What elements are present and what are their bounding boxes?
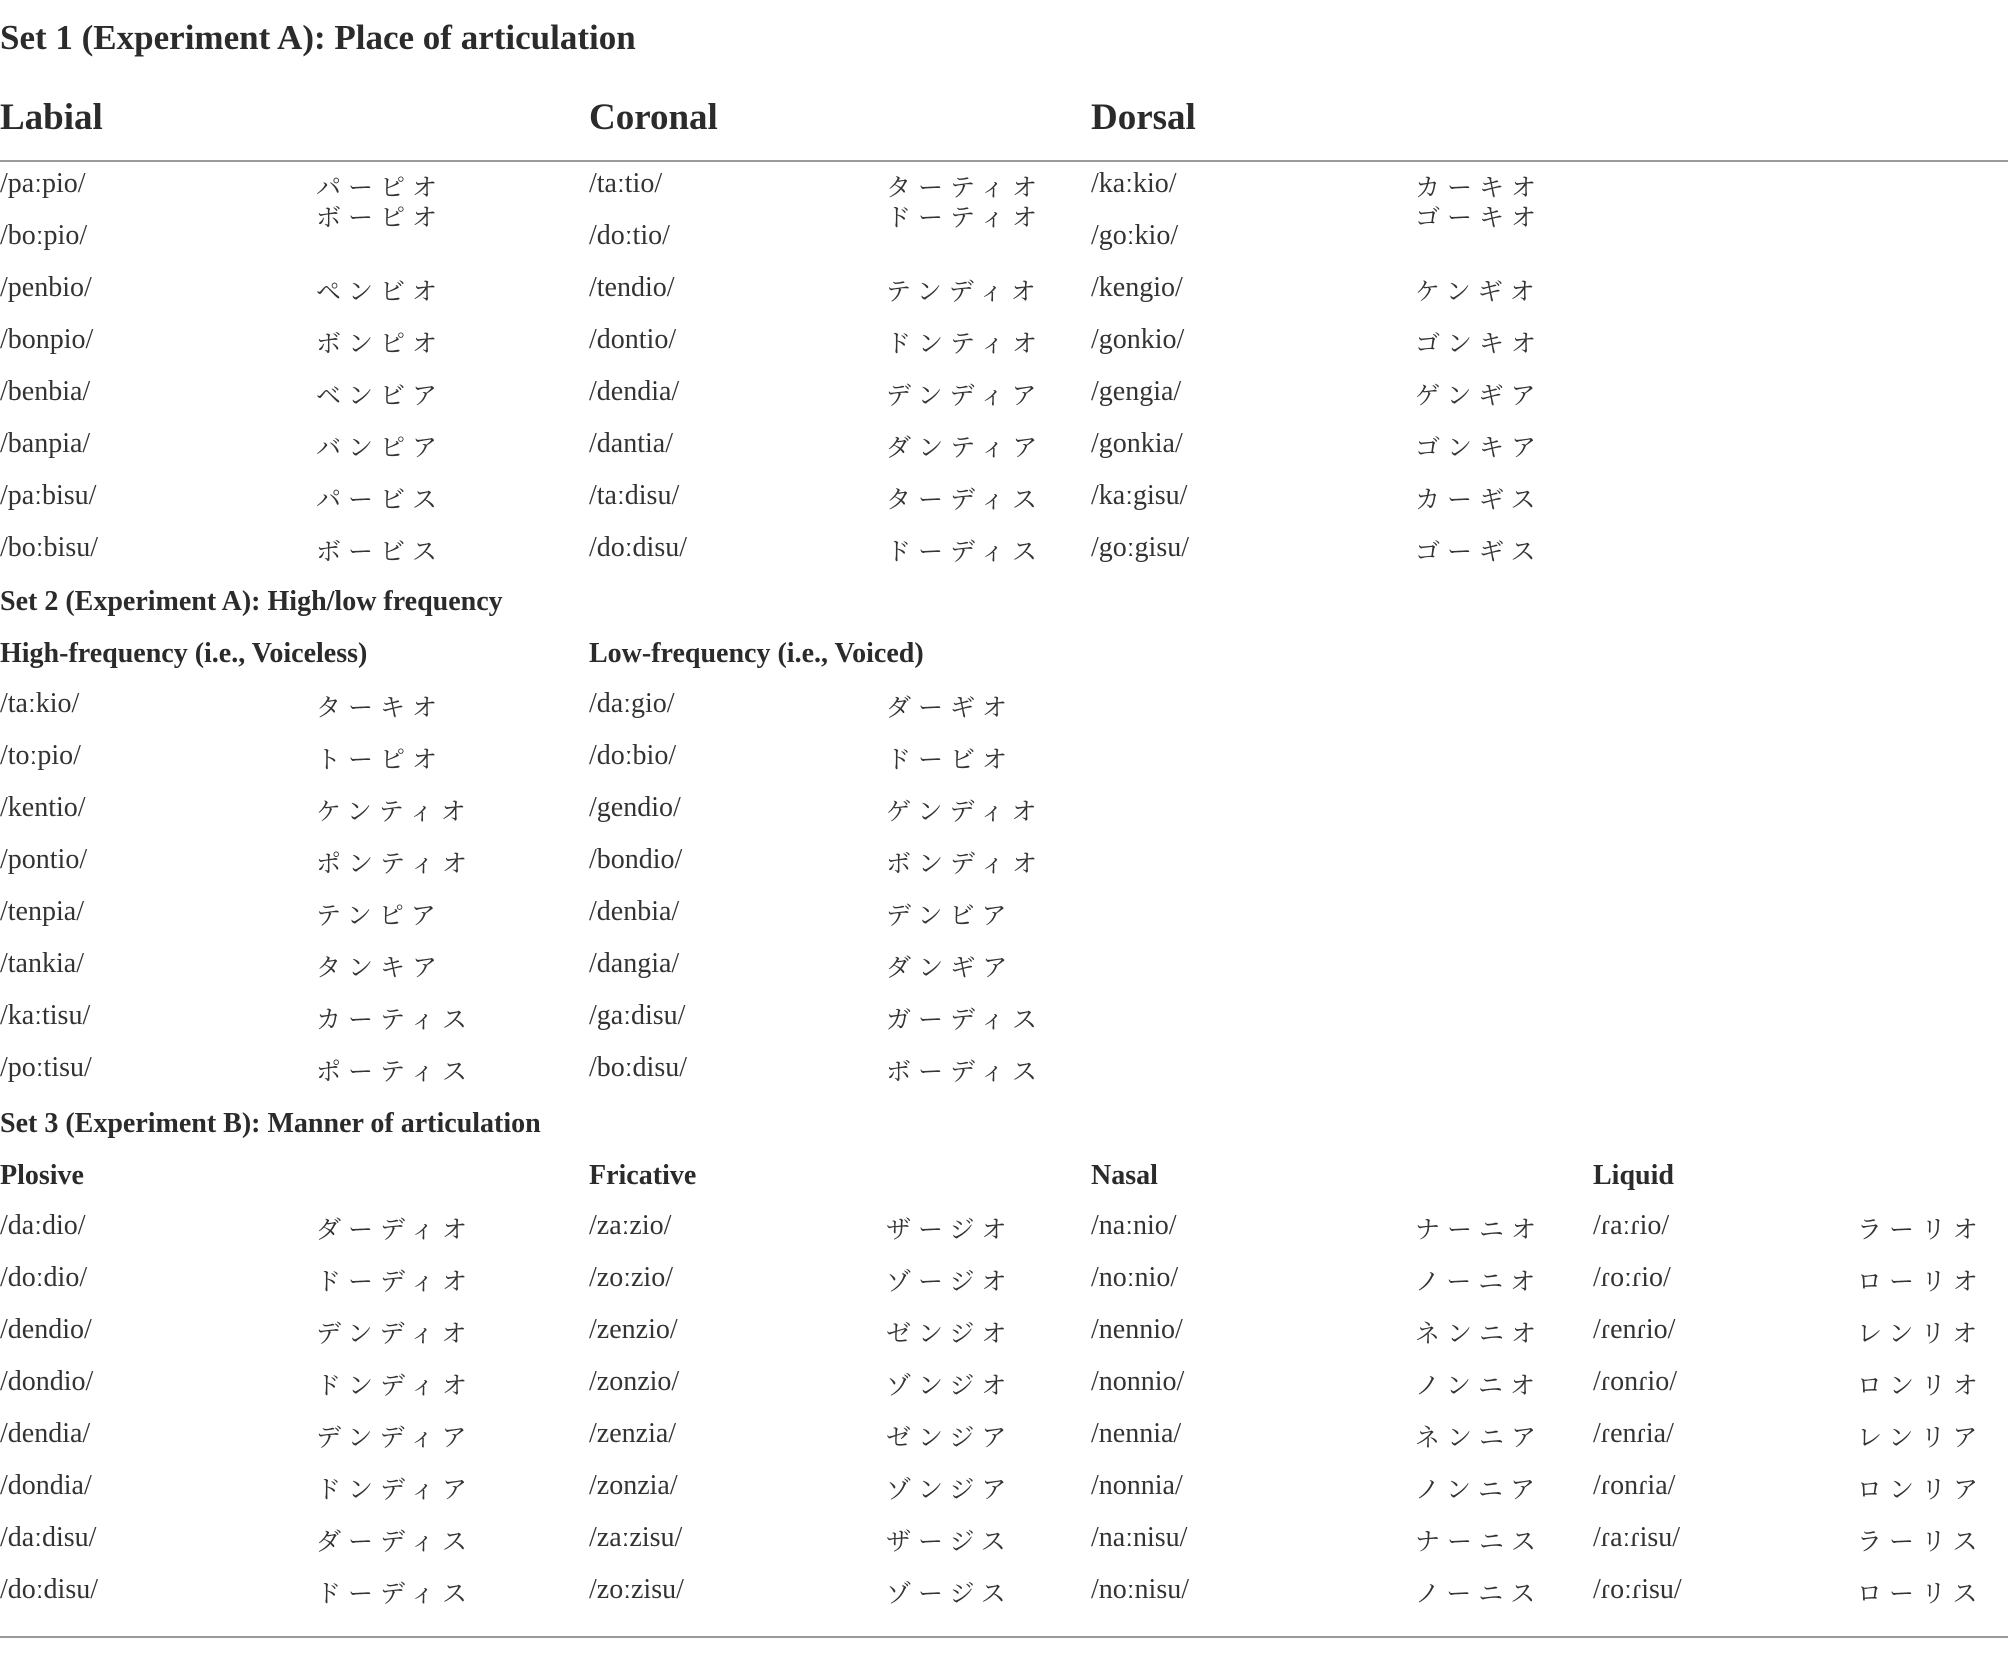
katakana-cell: ゼンジア <box>886 1423 1014 1452</box>
ipa-cell: /boːdisu/ <box>589 1052 688 1083</box>
ipa-cell: /naːnio/ <box>1091 1210 1177 1241</box>
katakana-cell: ゴーキオ <box>1415 203 1544 232</box>
set3-col-nasal: Nasal <box>1091 1160 1158 1191</box>
ipa-cell: /zenzia/ <box>589 1418 677 1449</box>
katakana-cell: ゼンジオ <box>886 1319 1014 1348</box>
ipa-cell: /daːgio/ <box>589 688 675 719</box>
katakana-cell: デンディア <box>886 381 1044 410</box>
ipa-cell: /dendio/ <box>0 1314 92 1345</box>
ipa-cell: /poːtisu/ <box>0 1052 92 1083</box>
katakana-cell: ゾンジア <box>886 1475 1014 1504</box>
katakana-cell: ゴンキア <box>1415 433 1544 462</box>
ipa-cell: /tenpia/ <box>0 896 84 927</box>
katakana-cell: ドーディス <box>316 1579 475 1608</box>
katakana-cell: ポンティオ <box>316 849 475 878</box>
katakana-cell: ナーニス <box>1415 1527 1544 1556</box>
katakana-cell: ロンリア <box>1857 1475 1986 1504</box>
katakana-cell: ドーディス <box>886 537 1045 566</box>
katakana-cell: ラーリオ <box>1857 1215 1985 1244</box>
katakana-cell: ケンギオ <box>1415 277 1542 306</box>
ipa-cell: /noːnisu/ <box>1091 1574 1190 1605</box>
ipa-cell: /dendia/ <box>0 1418 91 1449</box>
ipa-cell: /naːnisu/ <box>1091 1522 1188 1553</box>
ipa-cell: /bondio/ <box>589 844 683 875</box>
ipa-cell: /benbia/ <box>0 376 91 407</box>
katakana-cell: ボンディオ <box>886 849 1045 878</box>
ipa-cell: /boːpio/ <box>0 220 88 251</box>
ipa-cell: /gengia/ <box>1091 376 1182 407</box>
katakana-cell: ターキオ <box>316 693 445 722</box>
ipa-cell: /zenzio/ <box>589 1314 678 1345</box>
ipa-cell: /taːdisu/ <box>589 480 680 511</box>
katakana-cell: ダンティア <box>886 433 1045 462</box>
ipa-cell: /doːbio/ <box>589 740 677 771</box>
katakana-cell: ポーティス <box>316 1057 475 1086</box>
ipa-cell: /doːdisu/ <box>0 1574 99 1605</box>
katakana-cell: ターディス <box>886 485 1045 514</box>
ipa-cell: /pontio/ <box>0 844 88 875</box>
ipa-cell: /nonnia/ <box>1091 1470 1183 1501</box>
katakana-cell: トーピオ <box>316 745 445 774</box>
katakana-cell: ノンニオ <box>1415 1371 1543 1400</box>
katakana-cell: ダンギア <box>886 953 1015 982</box>
katakana-cell: ドービオ <box>886 745 1015 774</box>
katakana-cell: ベンビア <box>316 381 445 410</box>
ipa-cell: /ɾonɾia/ <box>1593 1470 1676 1501</box>
ipa-cell: /kaːkio/ <box>1091 168 1177 199</box>
ipa-cell: /paːpio/ <box>0 168 86 199</box>
ipa-cell: /ɾenɾia/ <box>1593 1418 1674 1449</box>
katakana-cell: ロンリオ <box>1857 1371 1985 1400</box>
katakana-cell: ザージオ <box>886 1215 1014 1244</box>
katakana-cell: ドーディオ <box>316 1267 475 1296</box>
ipa-cell: /nennia/ <box>1091 1418 1182 1449</box>
ipa-cell: /gaːdisu/ <box>589 1000 686 1031</box>
ipa-cell: /ɾonɾio/ <box>1593 1366 1677 1397</box>
ipa-cell: /doːdio/ <box>0 1262 88 1293</box>
katakana-cell: ボービス <box>316 537 445 566</box>
katakana-cell: レンリオ <box>1857 1319 1985 1348</box>
ipa-cell: /denbia/ <box>589 896 680 927</box>
ipa-cell: /gonkio/ <box>1091 324 1185 355</box>
katakana-cell: ナーニオ <box>1415 1215 1544 1244</box>
set3-title: Set 3 (Experiment B): Manner of articulation <box>0 1108 541 1139</box>
set1-title: Set 1 (Experiment A): Place of articulation <box>0 18 636 57</box>
ipa-cell: /nonnio/ <box>1091 1366 1185 1397</box>
ipa-cell: /kaːgisu/ <box>1091 480 1188 511</box>
ipa-cell: /ɾaːɾio/ <box>1593 1210 1670 1241</box>
katakana-cell: テンディオ <box>886 277 1043 306</box>
ipa-cell: /dondia/ <box>0 1470 92 1501</box>
ipa-cell: /taːkio/ <box>0 688 80 719</box>
katakana-cell: ゾンジオ <box>886 1371 1014 1400</box>
ipa-cell: /zaːzisu/ <box>589 1522 683 1553</box>
ipa-cell: /kaːtisu/ <box>0 1000 91 1031</box>
katakana-cell: ダーギオ <box>886 693 1015 722</box>
katakana-cell: ラーリス <box>1857 1527 1985 1556</box>
katakana-cell: ゴンキオ <box>1415 329 1544 358</box>
set2-title: Set 2 (Experiment A): High/low frequency <box>0 586 503 617</box>
ipa-cell: /daːdio/ <box>0 1210 86 1241</box>
ipa-cell: /dangia/ <box>589 948 680 979</box>
katakana-cell: カーティス <box>316 1005 475 1034</box>
katakana-cell: ドンディア <box>316 1475 475 1504</box>
set3-col-fricative: Fricative <box>589 1160 697 1191</box>
ipa-cell: /tankia/ <box>0 948 84 979</box>
ipa-cell: /dontio/ <box>589 324 677 355</box>
katakana-cell: ボーディス <box>886 1057 1045 1086</box>
katakana-cell: ネンニア <box>1415 1423 1544 1452</box>
ipa-cell: /goːkio/ <box>1091 220 1179 251</box>
ipa-cell: /dantia/ <box>589 428 673 459</box>
ipa-cell: /penbio/ <box>0 272 92 303</box>
ipa-cell: /bonpio/ <box>0 324 94 355</box>
ipa-cell: /boːbisu/ <box>0 532 99 563</box>
katakana-cell: ネンニオ <box>1415 1319 1544 1348</box>
katakana-cell: ザージス <box>886 1527 1013 1556</box>
ipa-cell: /daːdisu/ <box>0 1522 97 1553</box>
ipa-cell: /toːpio/ <box>0 740 81 771</box>
katakana-cell: ノンニア <box>1415 1475 1543 1504</box>
ipa-cell: /noːnio/ <box>1091 1262 1179 1293</box>
set3-col-liquid: Liquid <box>1593 1160 1674 1191</box>
katakana-cell: デンビア <box>886 901 1014 930</box>
set1-col-labial: Labial <box>0 97 103 138</box>
katakana-cell: ゾージス <box>886 1579 1013 1608</box>
set2-col-high: High-frequency (i.e., Voiceless) <box>0 638 368 669</box>
katakana-cell: ゲンディオ <box>886 797 1044 826</box>
set1-col-coronal: Coronal <box>589 97 718 138</box>
katakana-cell: バンピア <box>316 433 445 462</box>
katakana-cell: カーキオ <box>1415 173 1544 202</box>
katakana-cell: ゾージオ <box>886 1267 1014 1296</box>
katakana-cell: ドンティオ <box>886 329 1045 358</box>
ipa-cell: /ɾoːɾio/ <box>1593 1262 1671 1293</box>
ipa-cell: /ɾoːɾisu/ <box>1593 1574 1682 1605</box>
footer-rule <box>0 1636 2008 1638</box>
katakana-cell: ターティオ <box>886 173 1045 202</box>
ipa-cell: /kentio/ <box>0 792 86 823</box>
katakana-cell: ローリオ <box>1857 1267 1985 1296</box>
katakana-cell: ノーニオ <box>1415 1267 1543 1296</box>
ipa-cell: /goːgisu/ <box>1091 532 1190 563</box>
ipa-cell: /zonzia/ <box>589 1470 678 1501</box>
ipa-cell: /ɾaːɾisu/ <box>1593 1522 1681 1553</box>
ipa-cell: /zaːzio/ <box>589 1210 672 1241</box>
ipa-cell: /banpia/ <box>0 428 91 459</box>
ipa-cell: /gonkia/ <box>1091 428 1183 459</box>
ipa-cell: /ɾenɾio/ <box>1593 1314 1676 1345</box>
katakana-cell: レンリア <box>1857 1423 1985 1452</box>
katakana-cell: ペンビオ <box>316 277 445 306</box>
katakana-cell: ノーニス <box>1415 1579 1543 1608</box>
katakana-cell: ドンディオ <box>316 1371 475 1400</box>
katakana-cell: ゴーギス <box>1415 537 1543 566</box>
ipa-cell: /paːbisu/ <box>0 480 97 511</box>
ipa-cell: /zoːzio/ <box>589 1262 673 1293</box>
katakana-cell: ドーティオ <box>886 203 1045 232</box>
ipa-cell: /doːtio/ <box>589 220 670 251</box>
katakana-cell: タンキア <box>316 953 445 982</box>
katakana-cell: ローリス <box>1857 1579 1985 1608</box>
ipa-cell: /kengio/ <box>1091 272 1183 303</box>
katakana-cell: ダーディオ <box>316 1215 475 1244</box>
ipa-cell: /taːtio/ <box>589 168 663 199</box>
set3-col-plosive: Plosive <box>0 1160 84 1191</box>
ipa-cell: /zoːzisu/ <box>589 1574 684 1605</box>
katakana-cell: ボンピオ <box>316 329 445 358</box>
ipa-cell: /nennio/ <box>1091 1314 1183 1345</box>
ipa-cell: /zonzio/ <box>589 1366 680 1397</box>
katakana-cell: デンディオ <box>316 1319 474 1348</box>
ipa-cell: /dondio/ <box>0 1366 94 1397</box>
katakana-cell: カーギス <box>1415 485 1543 514</box>
katakana-cell: パーピオ <box>316 173 445 202</box>
ipa-cell: /tendio/ <box>589 272 675 303</box>
katakana-cell: テンピア <box>316 901 443 930</box>
header-rule <box>0 160 2008 162</box>
ipa-cell: /gendio/ <box>589 792 681 823</box>
set1-col-dorsal: Dorsal <box>1091 97 1196 138</box>
katakana-cell: ボーピオ <box>316 203 445 232</box>
katakana-cell: デンディア <box>316 1423 474 1452</box>
ipa-cell: /dendia/ <box>589 376 680 407</box>
katakana-cell: ガーディス <box>886 1005 1045 1034</box>
katakana-cell: ダーディス <box>316 1527 475 1556</box>
set2-col-low: Low-frequency (i.e., Voiced) <box>589 638 924 669</box>
katakana-cell: ケンティオ <box>316 797 473 826</box>
ipa-cell: /doːdisu/ <box>589 532 688 563</box>
katakana-cell: ゲンギア <box>1415 381 1543 410</box>
katakana-cell: パービス <box>316 485 445 514</box>
